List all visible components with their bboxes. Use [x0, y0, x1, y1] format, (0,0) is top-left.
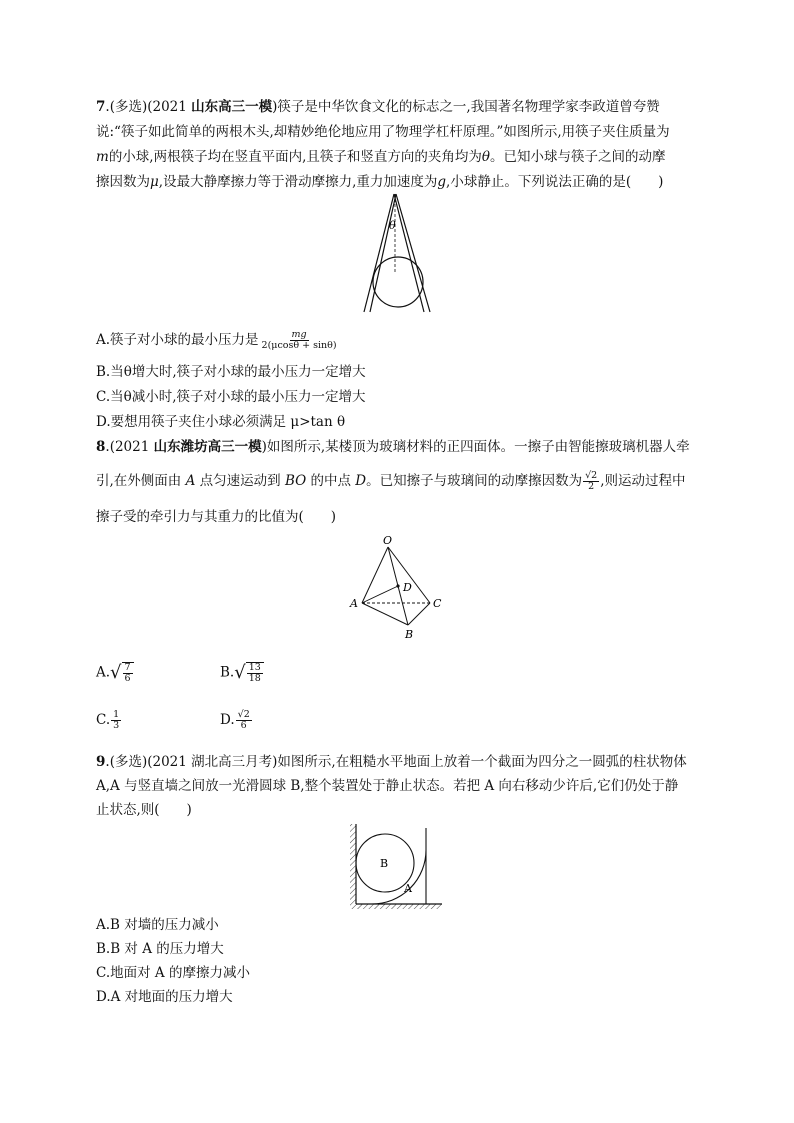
q7-line-2: 说:“筷子如此简单的两根木头,却精妙绝伦地应用了物理学杠杆原理。”如图所示,用筷子夹住质量为 [96, 124, 670, 140]
q8-source: 山东潍坊高三一模 [153, 439, 262, 455]
q8-mu-fraction: $\frac{√2}{2}$ [585, 470, 598, 492]
q9-line-1: 9.(多选)(2021 湖北高三月考)如图所示,在粗糙水平地面上放着一个截面为四分之一圆弧的柱状物体 [96, 754, 687, 770]
q8-tetrahedron-figure [345, 535, 455, 645]
q7-option-d: D.要想用筷子夹住小球必须满足 μ>tan θ [96, 414, 346, 430]
vertex-b-label: B [405, 628, 414, 641]
q7-line-4: 擦因数为μ,设最大静摩擦力等于滑动摩擦力,重力加速度为g,小球静止。下列说法正确的是( ) [96, 174, 664, 190]
q8-option-d: D. $\frac{√2}{6}$ [220, 709, 250, 731]
q9-option-a: A.B 对墙的压力减小 [96, 917, 219, 933]
q8-line-3: 擦子受的牵引力与其重力的比值为( ) [96, 509, 337, 525]
left-chopstick-inner [370, 194, 396, 312]
q9-number: 9 [96, 754, 106, 770]
right-chopstick-outer [396, 194, 430, 312]
q8-option-a: A. √ $\frac{7}{6}$ [96, 662, 134, 684]
ground-hatch [350, 904, 442, 909]
q7-option-c: C.当θ减小时,筷子对小球的最小压力一定增大 [96, 389, 366, 405]
q9-option-d: D.A 对地面的压力增大 [96, 989, 233, 1005]
vertex-o-label: O [383, 534, 393, 547]
q7-option-b: B.当θ增大时,筷子对小球的最小压力一定增大 [96, 364, 366, 380]
left-chopstick-outer [364, 194, 394, 312]
point-d-label: D [403, 581, 412, 594]
q7-option-a-fraction: $\frac{mg}{2(\mu\cos\theta + \sin\theta)}$ [261, 329, 337, 351]
q8-number: 8 [96, 439, 106, 455]
q7-line-3: m的小球,两根筷子均在竖直平面内,且筷子和竖直方向的夹角均为θ。已知小球与筷子之间的动摩 [96, 149, 666, 165]
q9-line-2: A,A 与竖直墙之间放一光滑圆球 B,整个装置处于静止状态。若把 A 向右移动少许后,它们仍处于静 [96, 778, 679, 794]
q9-wall-ball-figure [350, 820, 450, 910]
q8-option-c: C. $\frac{1}{3}$ [96, 709, 120, 731]
wall-hatch [350, 824, 356, 904]
q7-chopsticks-figure [360, 192, 460, 322]
q8-line-1: 8.(2021 山东潍坊高三一模)如图所示,某楼顶为玻璃材料的正四面体。一擦子由智能擦玻璃机器人牵 [96, 439, 690, 455]
ball [373, 257, 423, 307]
q7-number: 7 [96, 99, 106, 115]
vertex-a-label: A [350, 597, 358, 610]
q9-line-3: 止状态,则( ) [96, 802, 192, 818]
q8-option-b: B. √ $\frac{13}{18}$ [220, 662, 264, 684]
q7-option-a: A.筷子对小球的最小压力是 $\frac{mg}{2(\mu\cos\theta + \sin\theta)}$ [96, 329, 337, 351]
ball-b-label: B [380, 857, 389, 870]
q9-option-b: B.B 对 A 的压力增大 [96, 941, 224, 957]
angle-theta-label: θ [389, 219, 396, 232]
body-a-label: A [404, 882, 412, 895]
q9-option-c: C.地面对 A 的摩擦力减小 [96, 965, 250, 981]
q8-line-2: 引,在外侧面由 A 点匀速运动到 BO 的中点 D。已知擦子与玻璃间的动摩擦因数为 $\frac{√2}{2}$ ,则运动过程中 [96, 470, 686, 492]
vertex-c-label: C [433, 597, 442, 610]
q7-line-1: 7.(多选)(2021 山东高三一模)筷子是中华饮食文化的标志之一,我国著名物理学家李政道曾夸赞 [96, 99, 660, 115]
q7-source: 山东高三一模 [191, 99, 273, 115]
